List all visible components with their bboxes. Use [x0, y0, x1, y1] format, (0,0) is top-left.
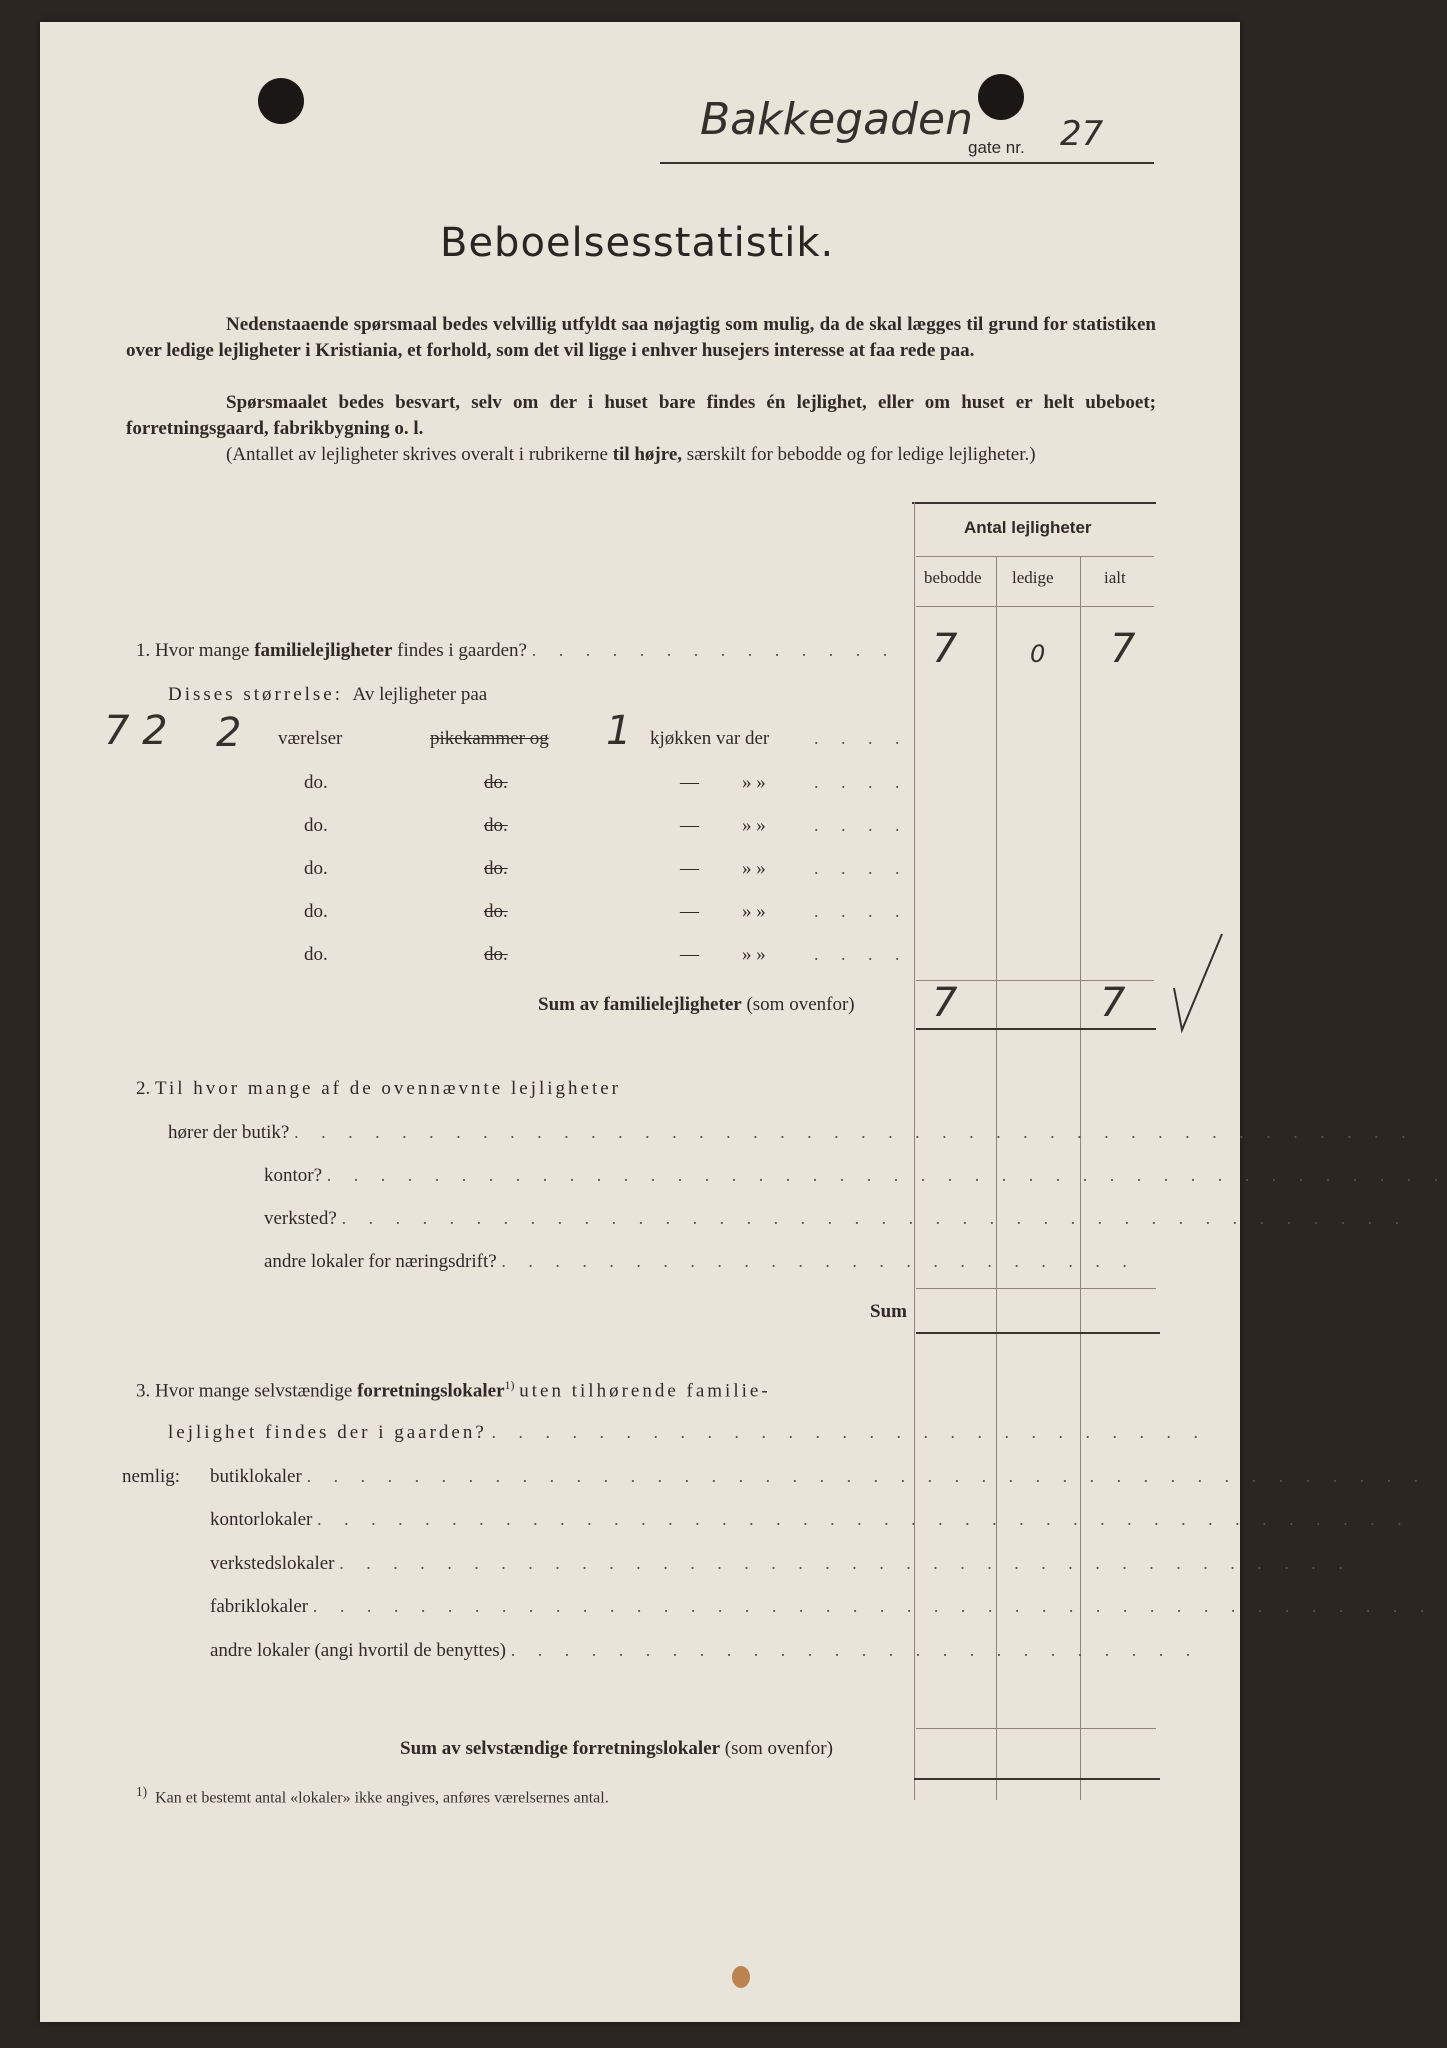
q3-item-andre-label: andre lokaler (angi hvortil de benyttes) — [210, 1640, 506, 1661]
footnote-text: Kan et bestemt antal «lokaler» ikke angives, anføres værelsernes antal. — [155, 1789, 609, 1807]
q1-size-line — [168, 684, 487, 706]
q2-item-butik — [168, 1122, 1415, 1144]
q3-item-verkstedslokaler-label: verkstedslokaler — [210, 1553, 335, 1574]
intro-text-2: Spørsmaalet bedes besvart, selv om der i huset bare findes én lejlighet, eller om huset er helt ubeboet; forretningsgaard, fabrikbygning o. l. — [126, 392, 1156, 439]
q3-sup: 1) — [504, 1378, 515, 1392]
q3-nemlig: nemlig: — [122, 1466, 181, 1487]
q1-sum-bebodde: 7 — [932, 980, 958, 1026]
q2-item-verksted-label: verksted? — [264, 1208, 337, 1229]
q1-text-post: findes i gaarden? — [397, 640, 527, 661]
leader-dots: . . . . . . . . . . . . . . . . . . . . . . . . — [501, 1251, 1136, 1271]
col-header-bebodde: bebodde — [924, 568, 982, 587]
footnote — [136, 1784, 609, 1807]
table-group-header: Antal lejligheter — [964, 518, 1092, 537]
leader-dots: . . . . . . . . . . . . . . . . . . . . . . . . . . . . . . . . . . . . . . . . . — [317, 1509, 1411, 1529]
q2-sum-bottom-rule — [916, 1332, 1160, 1334]
q3-item-fabriklokaler — [210, 1596, 1433, 1618]
q1-sum-line — [538, 994, 855, 1016]
q3-line2-text: lejlighet findes der i gaarden? — [168, 1422, 487, 1443]
q3-line2 — [168, 1422, 1207, 1444]
leader-dots: . . . . — [814, 901, 909, 921]
row1-rooms-label: værelser — [278, 728, 343, 749]
q2-number: 2. — [136, 1078, 151, 1099]
intro-text-3a: (Antallet av lejligheter skrives overalt i rubrikerne — [226, 444, 608, 465]
row2-mid: do. — [484, 772, 508, 793]
q3-item-butiklokaler — [210, 1466, 1427, 1488]
row5-dash: — — [680, 901, 699, 922]
leader-dots: . . . . . . . . . . . . . . . . . . . . . . . . . . — [510, 1640, 1200, 1660]
leader-dots: . . . . — [814, 815, 909, 835]
q3-item-verkstedslokaler — [210, 1553, 1352, 1575]
row6-dash: — — [680, 944, 699, 965]
q1-sum-pre: Sum av — [538, 994, 599, 1015]
leader-dots: . . . . . . . . . . . . . . . . . . . . . . . . . . . . . . . . . . . . . . . . . . — [294, 1122, 1415, 1142]
row5-quote: » » — [742, 901, 766, 922]
q3-item-kontorlokaler — [210, 1509, 1411, 1531]
checkmark-icon — [1170, 928, 1230, 1038]
intro-paragraph-3 — [126, 442, 1156, 468]
q1-bebodde-answer: 7 — [932, 626, 958, 672]
row5-label: do. — [304, 901, 328, 922]
q1-sum-post: (som ovenfor) — [746, 994, 855, 1015]
row3-label: do. — [304, 815, 328, 836]
q3-text-pre: Hvor mange selvstændige — [155, 1380, 353, 1402]
intro-paragraph-1 — [126, 312, 1156, 364]
row4-quote: » » — [742, 858, 766, 879]
leader-dots: . . . . — [814, 944, 909, 964]
table-header-divider — [916, 556, 1154, 557]
ink-stain — [732, 1966, 750, 1988]
col-header-ledige: ledige — [1012, 568, 1054, 587]
row2-label: do. — [304, 772, 328, 793]
row2-dash: — — [680, 772, 699, 793]
row3-dash: — — [680, 815, 699, 836]
q3-text-post: uten tilhørende familie- — [519, 1380, 771, 1402]
leader-dots: . . . . . . . . . . . . . . . . . . . . . . . . . . . — [491, 1422, 1208, 1442]
q1-text-bold: familielejligheter — [254, 640, 393, 661]
leader-dots: . . . . . . . . . . . . . . . . . . . . . . . . . . . . . . . . . . . . . . . . . . — [312, 1596, 1434, 1616]
leader-dots: . . . . . . . . . . . . . . . . . . . . . . . . . . . . . . . . . . . . . . — [339, 1553, 1352, 1573]
sum-bottom-rule — [916, 1028, 1156, 1030]
leader-dots: . . . . — [814, 858, 909, 878]
q2-item-butik-label: hører der butik? — [168, 1122, 290, 1143]
leader-dots: . . . . . . . . . . . . . . . . . . . . . . . . . . . . . . . . . . . . . . . . . . — [326, 1165, 1447, 1185]
q1-text-pre: Hvor mange — [155, 640, 250, 661]
row4-mid: do. — [484, 858, 508, 879]
row6-label: do. — [304, 944, 328, 965]
q1-sum-ialt: 7 — [1100, 980, 1126, 1026]
gate-label: gate nr. — [968, 138, 1025, 157]
col-header-ialt: ialt — [1104, 568, 1126, 587]
q1-line — [136, 640, 896, 662]
q1-size-label: Disses størrelse: — [168, 684, 344, 705]
leader-dots: . . . . . . . . . . . . . . . . . . . . . . . . . . . . . . . . . . . . . . . . . . — [306, 1466, 1428, 1486]
table-header-bottom — [916, 606, 1154, 607]
intro-paragraph-2 — [126, 390, 1156, 442]
q3-sum-bottom-rule — [914, 1778, 1160, 1780]
q3-sum-post: (som ovenfor) — [724, 1738, 833, 1759]
house-number-handwritten: 27 — [1060, 114, 1104, 154]
q2-item-kontor — [264, 1165, 1447, 1187]
q3-item-kontorlokaler-label: kontorlokaler — [210, 1509, 313, 1530]
address-underline — [660, 162, 1154, 164]
row1-rooms-handwritten: 2 — [216, 710, 242, 756]
q1-sum-bold: familielejligheter — [603, 994, 742, 1015]
table-top-rule — [912, 502, 1156, 504]
q3-number: 3. — [136, 1380, 151, 1402]
q2-item-kontor-label: kontor? — [264, 1165, 323, 1186]
leader-dots: . . . . — [814, 728, 909, 748]
q3-item-andre — [210, 1640, 1199, 1662]
row1-mid-struck: pikekammer og — [430, 728, 549, 749]
row6-quote: » » — [742, 944, 766, 965]
page-title: Beboelsesstatistik. — [440, 220, 835, 266]
q2-item-andre-label: andre lokaler for næringsdrift? — [264, 1251, 497, 1272]
q2-sum-top-rule — [916, 1288, 1156, 1289]
row3-quote: » » — [742, 815, 766, 836]
q3-item-butiklokaler-label: butiklokaler — [210, 1466, 302, 1487]
row4-dash: — — [680, 858, 699, 879]
punch-hole — [258, 78, 304, 124]
q2-text: Til hvor mange af de ovennævnte lejligheter — [155, 1078, 621, 1099]
q3-item-fabriklokaler-label: fabriklokaler — [210, 1596, 309, 1617]
q1-ialt-answer: 7 — [1110, 626, 1136, 672]
q2-line1 — [136, 1078, 621, 1100]
row1-end-text: kjøkken var der — [650, 728, 770, 749]
document-page — [40, 22, 1447, 2022]
street-name-handwritten: Bakkegaden — [700, 94, 973, 145]
row1-kitchen-handwritten: 1 — [606, 708, 632, 754]
q1-size-label-2: Av lejligheter paa — [352, 684, 488, 705]
margin-note-handwritten: 7 2 — [104, 708, 168, 754]
q3-sum-bold: Sum av selvstændige forretningslokaler — [400, 1738, 721, 1759]
q3-line1 — [136, 1378, 771, 1402]
q3-text-bold: forretningslokaler — [357, 1380, 505, 1402]
q3-sum-top-rule — [916, 1728, 1156, 1729]
q2-sum-label: Sum — [870, 1301, 907, 1322]
leader-dots: . . . . . . . . . . . . . . — [531, 640, 897, 660]
q3-sum-line — [400, 1738, 833, 1760]
intro-text-3c: særskilt for bebodde og for ledige lejligheter.) — [686, 444, 1036, 465]
q1-ledige-answer: 0 — [1030, 640, 1046, 668]
q2-item-andre — [264, 1251, 1136, 1273]
row6-mid: do. — [484, 944, 508, 965]
intro-text-1: Nedenstaaende spørsmaal bedes velvillig utfyldt saa nøjagtig som mulig, da de skal lægges til grund for statistiken over ledige lejligheter i Kristiania, et forhold, som det vil ligge i enhver husejers interesse at faa rede paa. — [126, 314, 1156, 361]
row5-mid: do. — [484, 901, 508, 922]
punch-hole — [978, 74, 1024, 120]
row3-mid: do. — [484, 815, 508, 836]
leader-dots: . . . . . . . . . . . . . . . . . . . . . . . . . . . . . . . . . . . . . . . . — [341, 1208, 1409, 1228]
q2-item-verksted — [264, 1208, 1408, 1230]
intro-text-3b: til højre, — [612, 444, 683, 465]
q1-number: 1. — [136, 640, 151, 661]
row4-label: do. — [304, 858, 328, 879]
leader-dots: . . . . — [814, 772, 909, 792]
row2-quote: » » — [742, 772, 766, 793]
footnote-mark: 1) — [136, 1784, 148, 1799]
